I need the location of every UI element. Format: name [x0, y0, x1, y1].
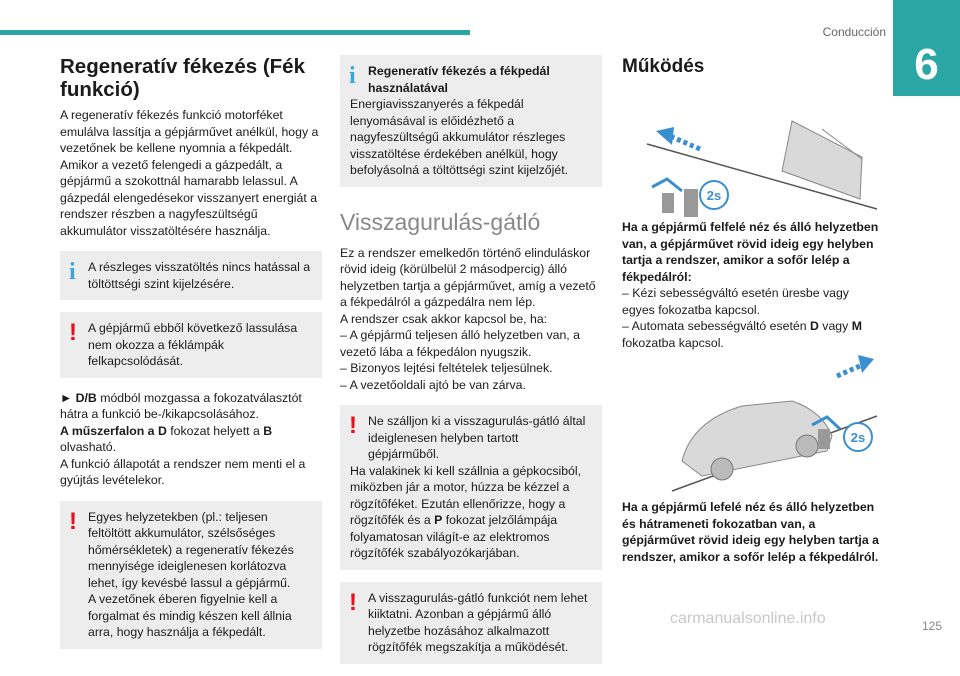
paragraph: A funkció állapotát a rendszer nem menti el a gyújtás levételekor. — [60, 456, 306, 487]
section-title-hill-start-assist: Visszagurulás-gátló — [340, 208, 541, 235]
info-icon: i — [69, 259, 76, 285]
column-3 — [622, 55, 884, 565]
warning-text: Ha valakinek ki kell szállnia a gépkocsiból, miközben jár a motor, húzza be kézzel a rögzítőféket. Ezután ellenőrizze, hogy a rögzítőfék és a P fokozat jelzőlámpája folyamatosan világít-e az elektromos rögzítőfék szabályozókarjában. — [350, 463, 582, 560]
caption: Ha a gépjármű felfelé néz és álló helyzetben van, a gépjárművet rövid ideig egy helyben tartja a rendszer, amikor a sofőr lelép a fékpedálról: — [622, 220, 879, 284]
watermark: carmanualsonline.info — [670, 610, 826, 627]
list-item: – Bizonyos lejtési feltételek teljesülnek. — [340, 361, 553, 375]
downhill-illustration — [622, 351, 884, 499]
chapter-number-tab: 6 — [893, 0, 960, 96]
warning-icon: ! — [69, 319, 77, 346]
paragraph: Ez a rendszer emelkedőn történő elinduláskor rövid ideig (körülbelül 2 másodpercig) álló helyzetben tartja a gépjárművet, amíg a vezető a fékpedálról a gázpedálra nem lép. — [340, 245, 596, 309]
warning-text: Ne szálljon ki a visszagurulás-gátló által ideiglenesen helyben tartott gépjárműből. — [368, 414, 586, 461]
warning-icon: ! — [69, 507, 77, 535]
list-item: – Automata sebességváltó esetén D vagy M fokozatba kapcsol. — [622, 319, 862, 350]
timer-badge-text: 2s — [706, 188, 722, 203]
page-number: 125 — [921, 619, 942, 633]
list-item: – A gépjármű teljesen álló helyzetben van, a vezető lába a fékpedálon nyugszik. — [340, 328, 580, 359]
info-text: Energiavisszanyerés a fékpedál lenyomásával is előidézhető a nagyfeszültségű akkumulátor részleges visszatöltése érdekében anélkül, hogy befolyásolná a töltöttségi szint kijelzőjét. — [350, 97, 569, 177]
section-title-operation: Működés — [622, 56, 705, 77]
warning-box — [60, 312, 322, 378]
info-title: Regeneratív fékezés a fékpedál használatával — [368, 64, 550, 95]
paragraph: A rendszer csak akkor kapcsol be, ha: — [340, 311, 548, 326]
column-2 — [340, 55, 602, 676]
section-title-regenerative-braking: Regeneratív fékezés (Fék funkció) — [60, 55, 305, 101]
uphill-illustration — [622, 79, 884, 219]
warning-text: A vezetőnek éberen figyelnie kell a forgalmat és mindig készen kell állnia arra, hogy használja a fékpedált. — [88, 592, 292, 639]
warning-icon: ! — [349, 412, 357, 439]
timer-badge-icon — [844, 423, 872, 451]
warning-text: Egyes helyzetekben (pl.: teljesen feltöltött akkumulátor, szélsőséges hőmérsékletek) a regeneratív fékezés mennyisége ideiglenesen korlátozva lehet, így kevésbé lassul a gépjármű. — [88, 509, 294, 590]
rollback-arrow-icon — [837, 355, 874, 376]
timer-badge-icon — [700, 181, 728, 209]
column-1 — [60, 55, 322, 661]
warning-text: A gépjármű ebből következő lassulása nem okozza a féklámpák felkapcsolódását. — [88, 321, 298, 368]
top-accent-bar — [0, 30, 470, 35]
chapter-title: Conducción — [822, 25, 886, 39]
arrow-bullet: ► — [60, 390, 73, 405]
info-text: A részleges visszatöltés nincs hatással a töltöttségi szint kijelzésére. — [88, 260, 311, 291]
list-item: – Kézi sebességváltó esetén üresbe vagy egyes fokozatba kapcsol. — [622, 286, 849, 317]
warning-box — [60, 501, 322, 649]
warning-icon: ! — [349, 588, 357, 616]
pedal-icon — [652, 179, 698, 217]
warning-box — [340, 405, 602, 570]
info-box — [340, 55, 602, 187]
list-item: – A vezetőoldali ajtó be van zárva. — [340, 377, 526, 392]
info-box — [60, 251, 322, 300]
warning-text: A visszagurulás-gátló funkciót nem lehet kiiktatni. Azonban a gépjármű álló helyzetbe hozásához alkalmazott rögzítőfék megszakítja a működését. — [368, 590, 588, 654]
info-icon: i — [349, 63, 356, 89]
caption: Ha a gépjármű lefelé néz és álló helyzetben és hátrameneti fokozatban van, a gépjárművet rövid ideig egy helyben tartja a rendszer, amikor a sofőr lelép a fékpedálról. — [622, 500, 879, 564]
paragraph: ► D/B módból mozgassa a fokozatválasztót hátra a funkció be-/kikapcsolásához. A műszerfalon a D fokozat helyett a B olvasható. — [60, 390, 302, 454]
warning-box — [340, 582, 602, 664]
paragraph: A regeneratív fékezés funkció motorféket emulálva lassítja a gépjárművet anélkül, hogy a vezetőnek be kellene nyomnia a fékpedált. Amikor a vezető felengedi a gázpedált, a gépjármű a szokottnál hamarabb lelassul. A gázpedál elengedésekor visszanyert energiát a rendszer részben a nagyfeszültségű akkumulátor visszatöltésére használja. — [60, 108, 319, 238]
rollback-arrow-icon — [656, 127, 700, 149]
timer-badge-text: 2s — [850, 430, 866, 445]
